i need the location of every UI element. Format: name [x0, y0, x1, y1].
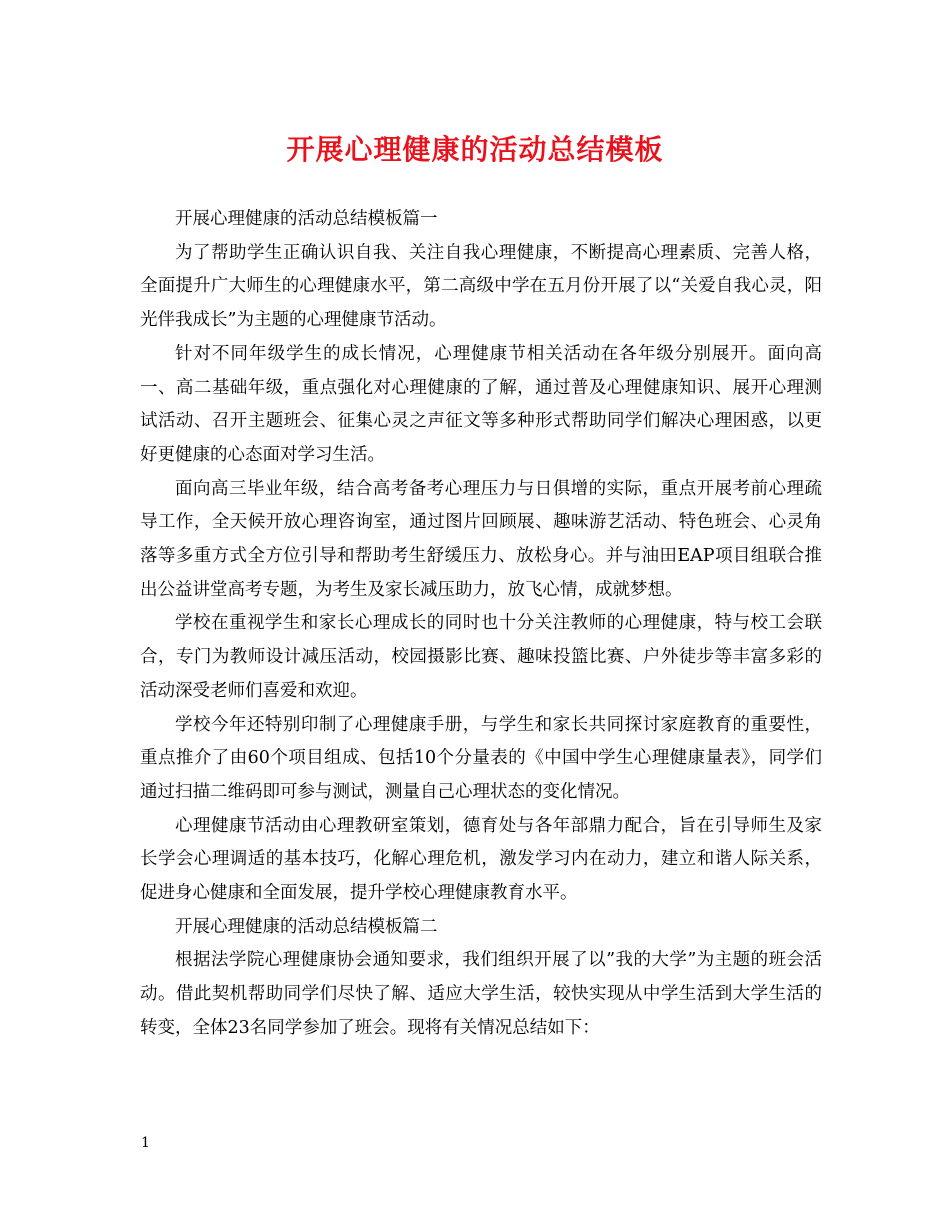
document-title: 开展心理健康的活动总结模板: [286, 133, 664, 166]
body-paragraph: 学校在重视学生和家长心理成长的同时也十分关注教师的心理健康，特与校工会联合，专门为教师设计减压活动，校园摄影比赛、趣味投篮比赛、户外徒步等丰富多彩的活动深受老师们喜爱和欢迎。: [140, 613, 822, 701]
page-number: 1: [141, 1135, 150, 1151]
body-paragraph: 针对不同年级学生的成长情况，心理健康节相关活动在各年级分别展开。面向高一、高二基础年级，重点强化对心理健康的了解，通过普及心理健康知识、展开心理测试活动、召开主题班会、征集心灵之声征文等多种形式帮助同学们解决心理困惑，以更好更健康的心态面对学习生活。: [140, 343, 822, 465]
document-body: [140, 203, 822, 1046]
body-paragraph: 学校今年还特别印制了心理健康手册，与学生和家长共同探讨家庭教育的重要性，重点推介了由60个项目组成、包括10个分量表的《中国中学生心理健康量表》，同学们通过扫描二维码即可参与测试，测量自己心理状态的变化情况。: [140, 714, 822, 802]
body-paragraph: 根据法学院心理健康协会通知要求，我们组织开展了以”我的大学”为主题的班会活动。借此契机帮助同学们尽快了解、适应大学生活，较快实现从中学生活到大学生活的转变，全体23名同学参加了班会。现将有关情况总结如下：: [140, 950, 822, 1038]
body-paragraph: 为了帮助学生正确认识自我、关注自我心理健康，不断提高心理素质、完善人格，全面提升广大师生的心理健康水平，第二高级中学在五月份开展了以“关爱自我心灵，阳光伴我成长”为主题的心理健康节活动。: [140, 242, 822, 331]
section-heading-2: 开展心理健康的活动总结模板篇二: [175, 916, 438, 937]
body-paragraph: 心理健康节活动由心理教研室策划，德育处与各年部鼎力配合，旨在引导师生及家长学会心理调适的基本技巧，化解心理危机，激发学习内在动力，建立和谐人际关系，促进身心健康和全面发展，提升学校心理健康教育水平。: [140, 815, 822, 904]
section-heading-1: 开展心理健康的活动总结模板篇一: [175, 209, 438, 229]
body-paragraph: 面向高三毕业年级，结合高考备考心理压力与日俱增的实际，重点开展考前心理疏导工作，全天候开放心理咨询室，通过图片回顾展、趣味游艺活动、特色班会、心灵角落等多重方式全方位引导和帮助考生舒缓压力、放松身心。并与油田EAP项目组联合推出公益讲堂高考专题，为考生及家长减压助力，放飞心情，成就梦想。: [140, 478, 822, 600]
